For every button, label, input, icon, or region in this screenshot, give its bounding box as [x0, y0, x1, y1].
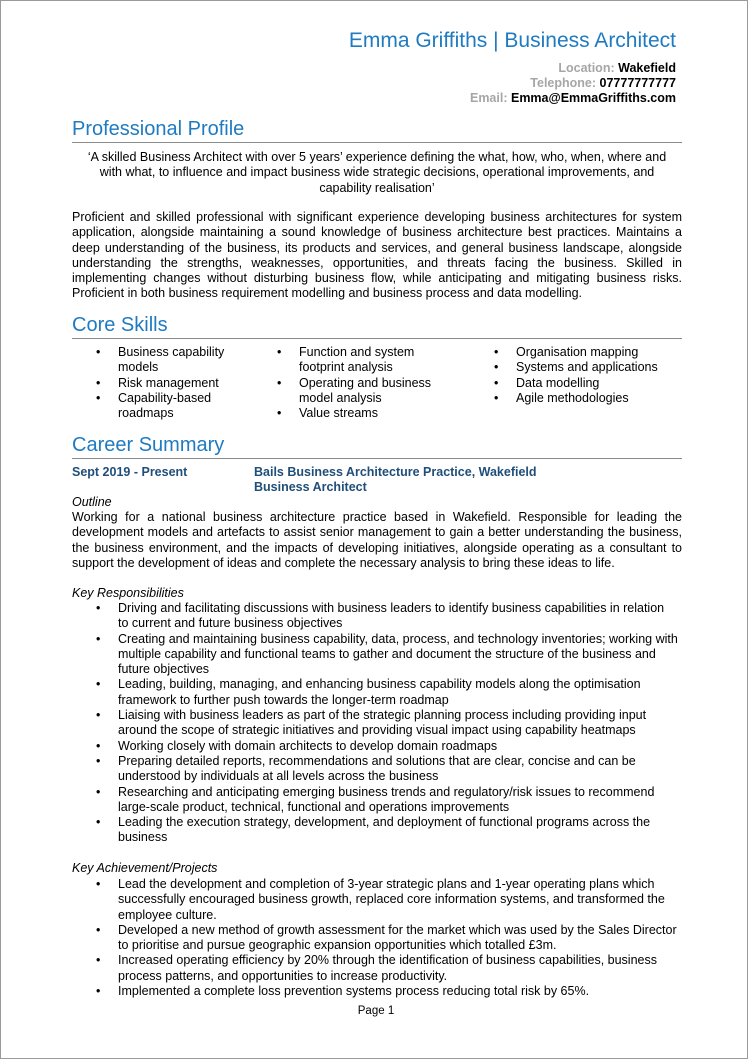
- skill-item: • Data modelling: [516, 376, 686, 391]
- email-value: Emma@EmmaGriffiths.com: [510, 91, 676, 105]
- achievement-item: • Increased operating efficiency by 20% through the identification of business capabilities, business process patterns, and opportunities to increase productivity.: [118, 953, 678, 984]
- skill-item: • Agile methodologies: [516, 391, 686, 406]
- responsibility-item: • Preparing detailed reports, recommendations and solutions that are clear, concise and can be understood by individuals at all levels across the business: [118, 754, 678, 785]
- responsibility-item: • Working closely with domain architects to develop domain roadmaps: [118, 739, 678, 754]
- achievement-item: • Developed a new method of growth assessment for the market which was used by the Sales Director to prioritise and pursue geographic expansion opportunities which totalled £3m.: [118, 923, 678, 954]
- skills-column-2: [299, 345, 449, 421]
- skills-column-3: [516, 345, 686, 406]
- responsibility-item: • Leading, building, managing, and enhancing business capability models along the optimisation framework to further push towards the longer-term roadmap: [118, 677, 678, 708]
- achievements-list: [118, 877, 678, 999]
- job-title: Business Architect: [254, 480, 367, 495]
- skill-item: • Organisation mapping: [516, 345, 686, 360]
- location-line: [558, 61, 676, 75]
- responsibility-item: • Leading the execution strategy, development, and deployment of functional programs across the business: [118, 815, 678, 846]
- responsibility-item: • Liaising with business leaders as part of the strategic planning process including providing input around the scope of strategic initiatives and providing visual impact using capability heatmaps: [118, 708, 678, 739]
- achievements-label: Key Achievement/Projects: [72, 861, 218, 875]
- page-number: Page 1: [357, 1005, 395, 1017]
- outline-text: Working for a national business architecture practice based in Wakefield. Responsible for leading the development models and artefacts to assist senior management to gain a better understanding the business, the business environment, and the impacts of developing initiatives, alongside operating as a consultant to support the development of ideas and complete the necessary analysis to bring these ideas to life.: [72, 510, 682, 570]
- responsibility-item: • Researching and anticipating emerging business trends and regulatory/risk issues to recommend large-scale product, technical, functional and operations improvements: [118, 785, 678, 816]
- achievement-item: • Implemented a complete loss prevention systems process reducing total risk by 65%.: [118, 984, 678, 999]
- telephone-label: Telephone:: [530, 76, 597, 90]
- telephone-line: [530, 76, 676, 90]
- email-label: Email:: [469, 91, 508, 105]
- skills-column-1: [118, 345, 238, 421]
- skill-item: • Systems and applications: [516, 360, 686, 375]
- skill-item: • Function and system footprint analysis: [299, 345, 449, 376]
- responsibilities-list: [118, 601, 678, 846]
- profile-summary: Proficient and skilled professional with significant experience developing business architectures for system application, alongside maintaining a sound knowledge of business architecture best practices. Maintains a deep understanding of the business, its products and services, and general business landscape, alongside understanding the strengths, weaknesses, opportunities, and threats facing the business. Skilled in implementing changes without disturbing business flow, while anticipating and mitigating business risks. Proficient in both business requirement modelling and business process and data modelling.: [72, 210, 682, 301]
- responsibility-item: • Driving and facilitating discussions with business leaders to identify business capabilities in relation to current and future business objectives: [118, 601, 678, 632]
- outline-label: Outline: [72, 495, 112, 509]
- section-title-skills: Core Skills: [72, 313, 682, 339]
- location-value: Wakefield: [618, 61, 676, 75]
- location-label: Location:: [558, 61, 615, 75]
- role-dates: Sept 2019 - Present: [72, 465, 188, 479]
- role-company-block: [254, 465, 537, 496]
- section-title-profile: Professional Profile: [72, 117, 682, 143]
- skill-item: • Value streams: [299, 406, 449, 421]
- achievement-item: • Lead the development and completion of 3-year strategic plans and 1-year operating plans which successfully encouraged business growth, replaced core information systems, and transformed the employee culture.: [118, 877, 678, 923]
- responsibilities-label: Key Responsibilities: [72, 586, 184, 600]
- section-title-career: Career Summary: [72, 433, 682, 459]
- skill-item: • Operating and business model analysis: [299, 376, 449, 407]
- email-line: [470, 91, 676, 105]
- skill-item: • Risk management: [118, 376, 238, 391]
- candidate-name-title: Emma Griffiths | Business Architect: [348, 29, 676, 52]
- responsibility-item: • Creating and maintaining business capability, data, process, and technology inventories; working with multiple capability and functional teams to gather and document the structure of the business and future objectives: [118, 632, 678, 678]
- telephone-value: 07777777777: [599, 76, 676, 90]
- skill-item: • Capability-based roadmaps: [118, 391, 238, 422]
- profile-quote: ‘A skilled Business Architect with over 5 years’ experience defining the what, how, who, when, where and with what, to influence and impact business wide strategic decisions, operational improvements, and capability realisation’: [87, 150, 667, 195]
- skill-item: • Business capability models: [118, 345, 238, 376]
- company-name: Bails Business Architecture Practice, Wakefield: [254, 465, 537, 479]
